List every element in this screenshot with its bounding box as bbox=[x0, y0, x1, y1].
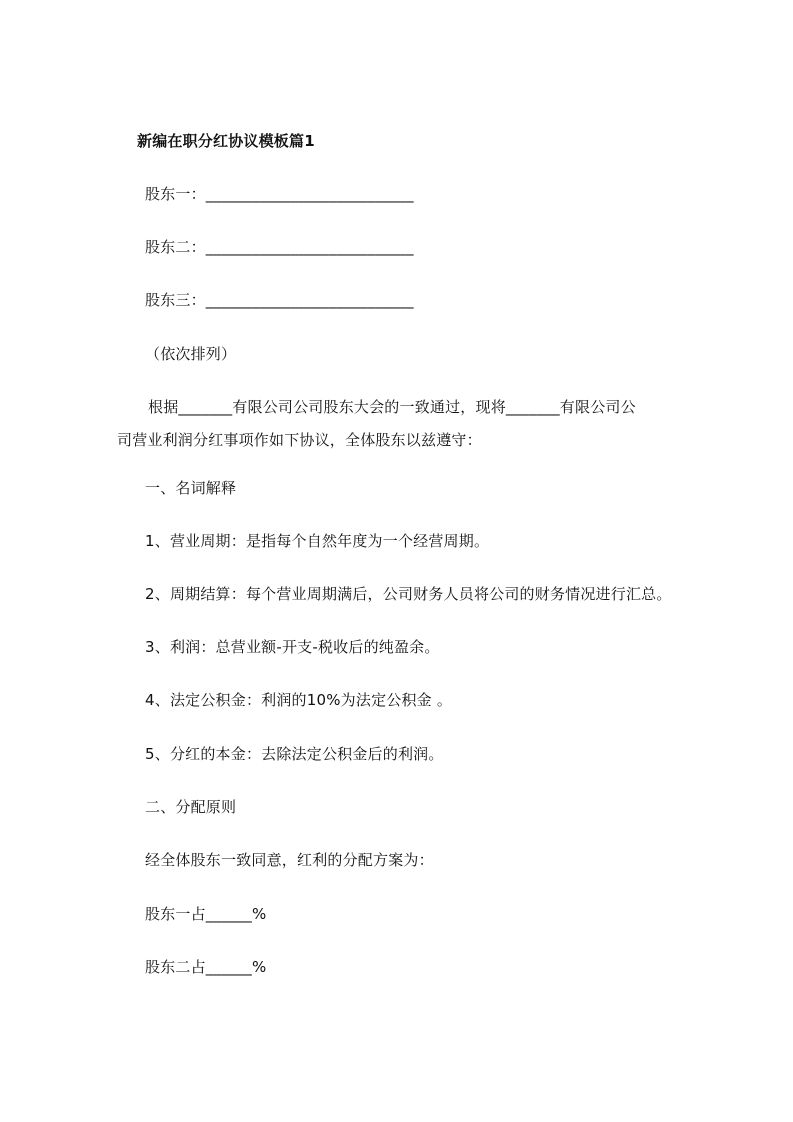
definition-item: 2、周期结算：每个营业周期满后，公司财务人员将公司的财务情况进行汇总。 bbox=[145, 585, 672, 603]
order-note: （依次排列） bbox=[145, 345, 237, 363]
section-heading-definitions: 一、名词解释 bbox=[145, 479, 237, 497]
distribution-intro: 经全体股东一致同意，红利的分配方案为： bbox=[145, 851, 434, 869]
shareholder-3-line: 股东三：___________________________ bbox=[145, 291, 414, 309]
document-title: 新编在职分红协议模板篇1 bbox=[137, 132, 315, 150]
section-heading-distribution: 二、分配原则 bbox=[145, 798, 237, 816]
shareholder-1-line: 股东一：___________________________ bbox=[145, 185, 414, 203]
definition-item: 3、利润：总营业额-开支-税收后的纯盈余。 bbox=[145, 638, 440, 656]
shareholder-1-share: 股东一占______% bbox=[145, 905, 267, 923]
shareholder-2-line: 股东二：___________________________ bbox=[145, 238, 414, 256]
definition-item: 4、法定公积金：利润的10%为法定公积金 。 bbox=[145, 691, 453, 709]
shareholder-2-share: 股东二占______% bbox=[145, 958, 267, 976]
intro-paragraph: 根据_______有限公司公司股东大会的一致通过，现将_______有限公司公司营业利润分红事项作如下协议，全体股东以兹遵守： bbox=[117, 398, 636, 449]
definition-item: 5、分红的本金：去除法定公积金后的利润。 bbox=[145, 745, 444, 763]
definition-item: 1、营业周期：是指每个自然年度为一个经营周期。 bbox=[145, 532, 490, 550]
